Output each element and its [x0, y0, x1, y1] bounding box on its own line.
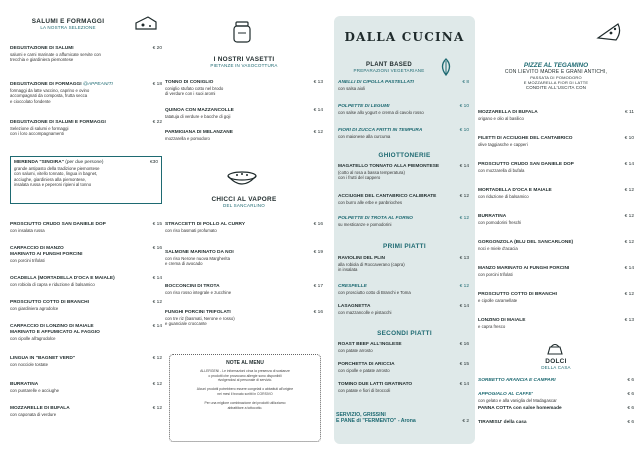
item-description: con burro alle erbe e panbrioches — [338, 200, 403, 205]
menu-item — [338, 304, 469, 315]
section-title: PIZZE AL TEGAMINO — [523, 62, 589, 69]
item-name: MORTADELLA D'OCA E MAIALE — [478, 188, 552, 193]
item-price: € 10 — [459, 104, 469, 109]
item-name: PORCHETTA DI ARICCIA — [338, 362, 395, 367]
item-description: con cipolle e patate arrosto — [338, 368, 390, 373]
item-price: € 14 — [459, 304, 469, 309]
menu-item — [338, 382, 469, 393]
item-price: € 12 — [152, 356, 162, 361]
item-price: € 12 — [624, 292, 634, 297]
menu-item — [165, 222, 323, 233]
note-line: abbattitore a tottocotto. — [227, 405, 263, 410]
menu-item — [165, 130, 323, 141]
item-price: € 6 — [627, 406, 634, 411]
item-price: € 12 — [152, 382, 162, 387]
note-line: nei mesi il trovato scritti in CORSIVO — [217, 391, 273, 396]
item-price: € 6 — [627, 392, 634, 397]
item-price: € 19 — [313, 250, 323, 255]
item-description: con riso rosso integrale e zucchine — [165, 290, 232, 295]
item-description: con maionese alla curcuma — [338, 134, 391, 139]
item-price: € 18 — [152, 82, 162, 87]
item-price: €30 — [149, 160, 158, 165]
item-name: DEGUSTAZIONE DI FORMAGGI — [10, 82, 82, 87]
item-price: € 16 — [313, 310, 323, 315]
section-subtitle-2: PASSATA DI POMODORO — [530, 75, 582, 80]
item-name: BOCCONCINI DI TROTA — [165, 284, 220, 289]
item-description: noci e miele d'acacia — [478, 246, 518, 251]
menu-item — [165, 80, 323, 97]
item-name: APPOGIALO AL CAFFE' — [478, 392, 533, 397]
item-description: salumi e carni marinate o affumicate servite con trecchia e giardiniera piemontese — [10, 52, 101, 63]
item-description: con prosciutto cotto di Branchi e Toma — [338, 290, 411, 295]
note-line: ALLERGENI - Le informazioni circa la presenza di sostanze — [200, 369, 290, 373]
item-name: DEGUSTAZIONE DI SALUMI E FORMAGGI — [10, 120, 106, 125]
menu-item — [338, 128, 469, 139]
menu-item-merenda — [14, 160, 158, 187]
servizio-text-2: E PANE di "FERMENTO" — [336, 418, 397, 424]
item-price: € 10 — [459, 128, 469, 133]
item-description: con mozzarella di bufala — [478, 168, 525, 173]
item-description: con puntarelle e acciughe — [10, 388, 59, 393]
item-price: € 16 — [459, 342, 469, 347]
menu-item — [10, 246, 162, 263]
item-name: LINGUA IN "BAGNET VERD" — [10, 356, 76, 361]
secondi-title: SECONDI PIATTI — [377, 330, 432, 337]
vasetti-header — [165, 56, 323, 68]
vapore-header — [165, 196, 323, 208]
item-price: € 14 — [624, 162, 634, 167]
item-name: FUNGHI PORCINI TRIFOLATI — [165, 310, 231, 315]
menu-item — [338, 104, 469, 115]
item-name: LASAGNETTA — [338, 304, 371, 309]
section-subtitle: DEL SANCARLINO — [223, 203, 265, 208]
item-price: € 14 — [624, 266, 634, 271]
item-price: € 16 — [313, 222, 323, 227]
item-price: € 14 — [459, 382, 469, 387]
item-description: con cipolle all'agrodolce — [10, 336, 56, 341]
item-price: € 11 — [625, 110, 634, 115]
item-description: con gelato e alla vaniglia del Madagascar — [478, 398, 557, 403]
item-price: € 22 — [152, 120, 162, 125]
menu-item — [478, 136, 634, 147]
item-price: € 14 — [459, 164, 469, 169]
section-title: CHICCI AL VAPORE — [211, 196, 277, 203]
item-description: con robiola di capra e riduzione di balsamico — [10, 282, 95, 287]
item-description: origano e olio al basilico — [478, 116, 524, 121]
menu-item — [338, 362, 469, 373]
item-price: € 13 — [459, 256, 469, 261]
menu-item — [478, 406, 634, 412]
item-name: MOZZARELLA DI BUFALA — [478, 110, 538, 115]
item-price: € 12 — [624, 188, 634, 193]
item-price: € 14 — [152, 276, 162, 281]
note-text — [170, 369, 320, 410]
item-price: € 6 — [627, 420, 634, 425]
item-price: € 12 — [152, 300, 162, 305]
menu-item — [338, 284, 469, 295]
item-description: con porcini trifolati — [478, 272, 513, 277]
menu-item — [165, 108, 323, 119]
item-name: MOZZARELLE DI BUFALA — [10, 406, 70, 411]
item-description: formaggi da latte vaccino, caprino e ovino accompagnati da composta, frutta secca e cioccolato fondente — [10, 88, 90, 104]
item-name: ACCIUGHE DEL CANTABRICO CALIBRATE — [338, 194, 437, 199]
item-name: PARMIGIANA DI MELANZANE — [165, 130, 233, 135]
menu-item — [478, 266, 634, 277]
menu-item — [478, 420, 634, 426]
item-name: PROSCIUTTO COTTO DI BRANCHI — [10, 300, 89, 305]
menu-item — [165, 250, 323, 267]
item-name: QUINOA CON MAZZANCOLLE — [165, 108, 234, 113]
item-description: alla robiola di Roccaverano (capra) in insalata — [338, 262, 405, 273]
menu-item — [165, 284, 323, 295]
item-description: con salse allo yogurt e crema di cavolo rosso — [338, 110, 424, 115]
menu-item — [478, 378, 634, 384]
item-description: grande antipasto della tradizione piemontese con salumi, vitello tonnato, lingua in bagnet, acciughe, giardiniera alla piemontese, insalata russa e peperoni ripieni al tonno — [14, 166, 100, 187]
ghiotto-title: GHIOTTONERIE — [378, 152, 431, 159]
column-salumi — [10, 0, 162, 452]
item-name: POLPETTE DI TROTA AL FORNO — [338, 216, 413, 221]
section-subtitle: CON LIEVITO MADRE E GRANI ANTICHI, — [504, 69, 608, 75]
item-name: PROSCIUTTO COTTO DI BRANCHI — [478, 292, 557, 297]
note-line: o prodotti che provocano allergie sono disponibili — [208, 373, 282, 378]
column-cucina — [330, 0, 475, 452]
note-box — [169, 354, 321, 442]
item-name: SALMONE MARINATO DA NOI — [165, 250, 234, 255]
section-subtitle: PREPARAZIONI VEGETARIANE — [353, 68, 425, 73]
servizio-price: € 2 — [462, 419, 469, 424]
item-price: € 14 — [313, 108, 323, 113]
salumi-header — [12, 18, 124, 30]
cucina-title: DALLA CUCINA — [344, 30, 465, 44]
item-price: € 13 — [313, 80, 323, 85]
item-name: OCADELLA (MORTADELLA D'OCA E MAIALE) — [10, 276, 115, 281]
menu-item — [10, 82, 162, 104]
note-title: NOTE AL MENU — [226, 360, 264, 366]
item-price: € 14 — [152, 324, 162, 329]
item-name: MAGATELLO TONNATO ALLA PIEMONTESE — [338, 164, 440, 169]
pizza-slice-icon — [596, 20, 622, 42]
item-name: TIRAMISU' della casa — [478, 420, 527, 425]
item-price: € 12 — [459, 216, 469, 221]
item-name: LONZINO DI MAIALE — [478, 318, 526, 323]
menu-item — [165, 310, 323, 327]
menu-item — [338, 164, 469, 181]
primi-title: PRIMI PIATTI — [383, 243, 426, 250]
section-title: PLANT BASED — [366, 62, 412, 68]
menu-item — [478, 240, 634, 251]
item-name: ROAST BEEF ALL'INGLESE — [338, 342, 402, 347]
item-name: PROSCIUTTO CRUDO SAN DANIELE DOP — [478, 162, 574, 167]
item-description: su mesticanze e pomodorini — [338, 222, 392, 227]
section-title: DOLCI — [545, 358, 567, 365]
item-name: PROSCIUTTO CRUDO SAN DANIELE DOP — [10, 222, 106, 227]
menu-item — [478, 110, 634, 121]
item-description: con riso basmati profumato — [165, 228, 217, 233]
menu-item — [10, 382, 162, 393]
item-description: olive taggiasche e capperi — [478, 142, 528, 147]
item-description: con patate arrosto — [338, 348, 373, 353]
column-pizze — [478, 0, 634, 452]
item-name: ANELLI DI CIPOLLA PASTELLATI — [338, 80, 414, 85]
item-description: con riduzione di balsamico — [478, 194, 529, 199]
menu-item — [478, 392, 634, 403]
menu-item — [10, 46, 162, 63]
item-price: € 12 — [624, 240, 634, 245]
section-title: I NOSTRI VASETTI — [213, 56, 275, 63]
item-description: con pomodorini freschi — [478, 220, 522, 225]
item-description: e capra fresco — [478, 324, 506, 329]
item-description: tatatuja di verdure e bacche di goji — [165, 114, 231, 119]
menu-item — [478, 318, 634, 329]
jar-icon — [232, 20, 252, 44]
item-description: con caponata di verdure — [10, 412, 57, 417]
item-price: € 8 — [462, 80, 469, 85]
menu-item — [338, 216, 469, 227]
pizze-header — [478, 62, 634, 90]
item-description: con giardiniera agrodolce — [10, 306, 59, 311]
item-name: SORBETTO ARANCIA E CAMPARI — [478, 378, 556, 383]
section-subtitle-4: CONDITE ALL'USCITA CON — [525, 85, 587, 90]
column-vasetti — [165, 0, 323, 452]
menu-item — [10, 222, 162, 233]
item-price: € 12 — [459, 194, 469, 199]
item-price: € 17 — [313, 284, 323, 289]
servizio-line — [336, 412, 469, 424]
section-subtitle-3: E MOZZARELLA FIOR DI LATTE — [523, 80, 589, 85]
item-price: € 12 — [624, 214, 634, 219]
item-name: TOMINO DUE LATTI GRATINATO — [338, 382, 413, 387]
item-price: € 12 — [152, 406, 162, 411]
note-line: rivolgendosi al personale di servizio. — [217, 378, 273, 383]
cheese-icon — [134, 14, 158, 32]
menu-item — [10, 406, 162, 417]
plant-header — [334, 62, 444, 73]
item-description: con insalata russa — [10, 228, 45, 233]
item-name: DEGUSTAZIONE DI SALUMI — [10, 46, 74, 51]
item-description: coniglio stufato cotto nel brodo di verdure con i suoi aromi — [165, 86, 224, 97]
item-price: € 10 — [624, 136, 634, 141]
section-title: SALUMI E FORMAGGI — [31, 18, 105, 25]
note-line: Alcuni prodotti potrebbero essere congelati o abbattuti all'origine — [196, 387, 294, 392]
menu-item — [478, 292, 634, 303]
item-description: con tre riz (basmati, Nerone e rosso) e guanciale croccante — [165, 316, 235, 327]
section-subtitle: PIETANZE IN VASOCOTTURA — [210, 63, 278, 68]
menu-item — [10, 324, 162, 341]
servizio-text-1: SERVIZIO, GRISSINI — [336, 412, 386, 418]
item-name: STRACCETTI DI POLLO AL CURRY — [165, 222, 246, 227]
item-name: BURRATINA — [10, 382, 39, 387]
item-name: CRESPELLE — [338, 284, 367, 289]
menu-item — [338, 342, 469, 353]
item-name: POLPETTE DI LEGUMI — [338, 104, 390, 109]
menu-item — [10, 276, 162, 287]
item-price: € 6 — [627, 378, 634, 383]
menu-item — [338, 80, 469, 91]
item-name: TONNO DI CONIGLIO — [165, 80, 214, 85]
menu-item — [338, 256, 469, 273]
item-name: MERENDA "SINOIRA" — [14, 160, 64, 165]
menu-item — [478, 188, 634, 199]
item-name: RAVIOLINI DEL PLIN — [338, 256, 385, 261]
section-subtitle: LA NOSTRA SELEZIONE — [40, 25, 96, 30]
menu-item — [478, 214, 634, 225]
item-note: (per due persone) — [65, 160, 104, 165]
item-description: con porcini trifolati — [10, 258, 45, 263]
item-description: e cipolle caramellate — [478, 298, 518, 303]
item-price: € 12 — [459, 284, 469, 289]
item-description: con mazzancolle e pistacchi — [338, 310, 392, 315]
menu-item — [478, 162, 634, 173]
item-name: BURRATINA — [478, 214, 507, 219]
item-description: Selezione di salumi e formaggi con i loro accompagnamenti — [10, 126, 69, 137]
menu-item — [10, 300, 162, 311]
item-tag: @APPEANITI — [82, 82, 113, 87]
item-description: (cotto al rosa a bassa temperatura) con i frutti del cappero — [338, 170, 405, 181]
dessert-icon — [546, 342, 564, 356]
item-price: € 12 — [313, 130, 323, 135]
steamer-bowl-icon — [225, 166, 259, 188]
item-name: FIORI DI ZUCCA FRITTI IN TEMPURA — [338, 128, 423, 133]
menu-item — [10, 120, 162, 137]
item-name: CARPACCIO DI MANZO MARINATO AI FUNGHI PORCINI — [10, 246, 83, 257]
item-price: € 20 — [152, 46, 162, 51]
servizio-place: - Arona — [397, 418, 416, 424]
item-description: mozzarella e pomodoro — [165, 136, 210, 141]
item-description: con patate e fiori di broccoli — [338, 388, 391, 393]
item-price: € 13 — [624, 318, 634, 323]
item-name: CARPACCIO DI LONZINO DI MAIALE MARINATO E AFFUMICATO AL FAGGIO — [10, 324, 100, 335]
menu-item — [10, 356, 162, 367]
item-name: FILETTI DI ACCIUGHE DEL CANTABRICO — [478, 136, 573, 141]
item-name: MANZO MARINATO AI FUNGHI PORCINI — [478, 266, 570, 271]
item-price: € 15 — [152, 222, 162, 227]
item-name: GORGONZOLA (BLU DEL SANCARLONE) — [478, 240, 574, 245]
dolci-header — [478, 358, 634, 370]
menu-item — [338, 194, 469, 205]
item-price: € 16 — [152, 246, 162, 251]
note-line: Per una migliore combinazione dei prodotti utilizziamo — [204, 401, 286, 406]
item-price: € 15 — [459, 362, 469, 367]
item-description: con salsa aioli — [338, 86, 365, 91]
item-description: con riso Nerone nuova Margherita e crema di avocado — [165, 256, 230, 267]
item-description: con nocciole tostate — [10, 362, 48, 367]
item-name: PANNA COTTA con salse homemade — [478, 406, 562, 411]
section-subtitle: DELLA CASA — [541, 365, 571, 370]
